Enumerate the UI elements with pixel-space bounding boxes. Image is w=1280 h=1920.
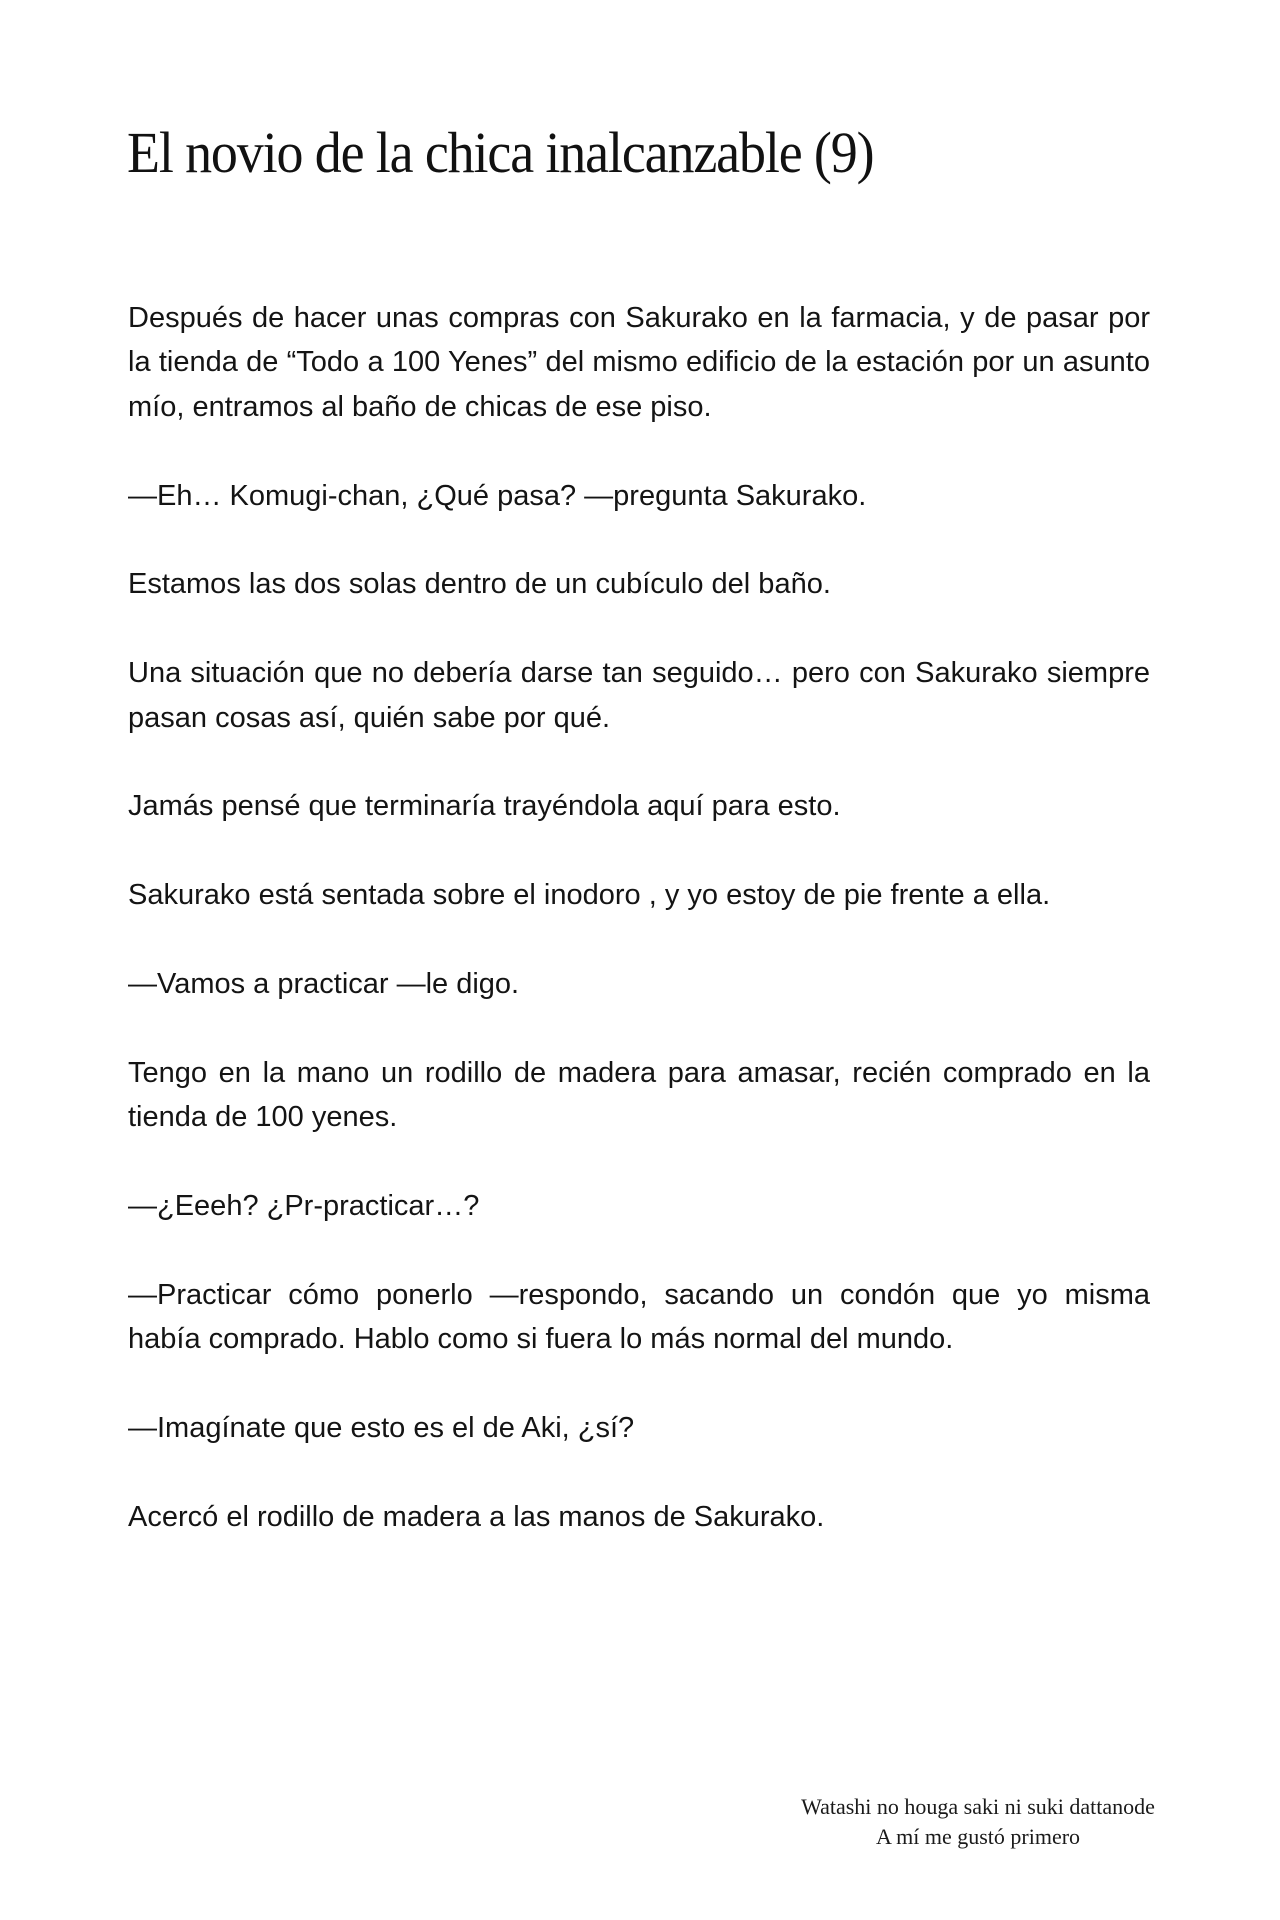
paragraph: Tengo en la mano un rodillo de madera para amasar, recién comprado en la tienda de 100 yenes.	[128, 1056, 1150, 1134]
paragraph: Sakurako está sentada sobre el inodoro , y yo estoy de pie frente a ella.	[128, 879, 1051, 912]
paragraph: Acercó el rodillo de madera a las manos de Sakurako.	[128, 1500, 825, 1533]
paragraph: —Vamos a practicar —le digo.	[128, 968, 520, 1000]
paragraph: Una situación que no debería darse tan seguido… pero con Sakurako siempre pasan cosas así, quién sabe por qué.	[128, 657, 1150, 734]
page-footer	[748, 1792, 1208, 1852]
paragraph: —Practicar cómo ponerlo —respondo, sacando un condón que yo misma había comprado. Hablo como si fuera lo más normal del mundo.	[128, 1278, 1150, 1356]
chapter-body	[128, 296, 1150, 1539]
paragraph: Estamos las dos solas dentro de un cubículo del baño.	[128, 568, 831, 601]
footer-translated-title: A mí me gustó primero	[875, 1824, 1081, 1849]
paragraph: —Eh… Komugi-chan, ¿Qué pasa? —pregunta Sakurako.	[128, 479, 867, 512]
paragraph: Después de hacer unas compras con Sakurako en la farmacia, y de pasar por la tienda de “Todo a 100 Yenes” del mismo edificio de la estación por un asunto mío, entramos al baño de chicas de ese piso.	[128, 302, 1150, 423]
paragraph: —Imagínate que esto es el de Aki, ¿sí?	[128, 1412, 635, 1444]
paragraph: —¿Eeeh? ¿Pr-practicar…?	[128, 1190, 480, 1222]
chapter-title: El novio de la chica inalcanzable (9)	[127, 120, 874, 185]
paragraph: Jamás pensé que terminaría trayéndola aquí para esto.	[128, 790, 841, 823]
footer-original-title: Watashi no houga saki ni suki dattanode	[801, 1794, 1155, 1819]
